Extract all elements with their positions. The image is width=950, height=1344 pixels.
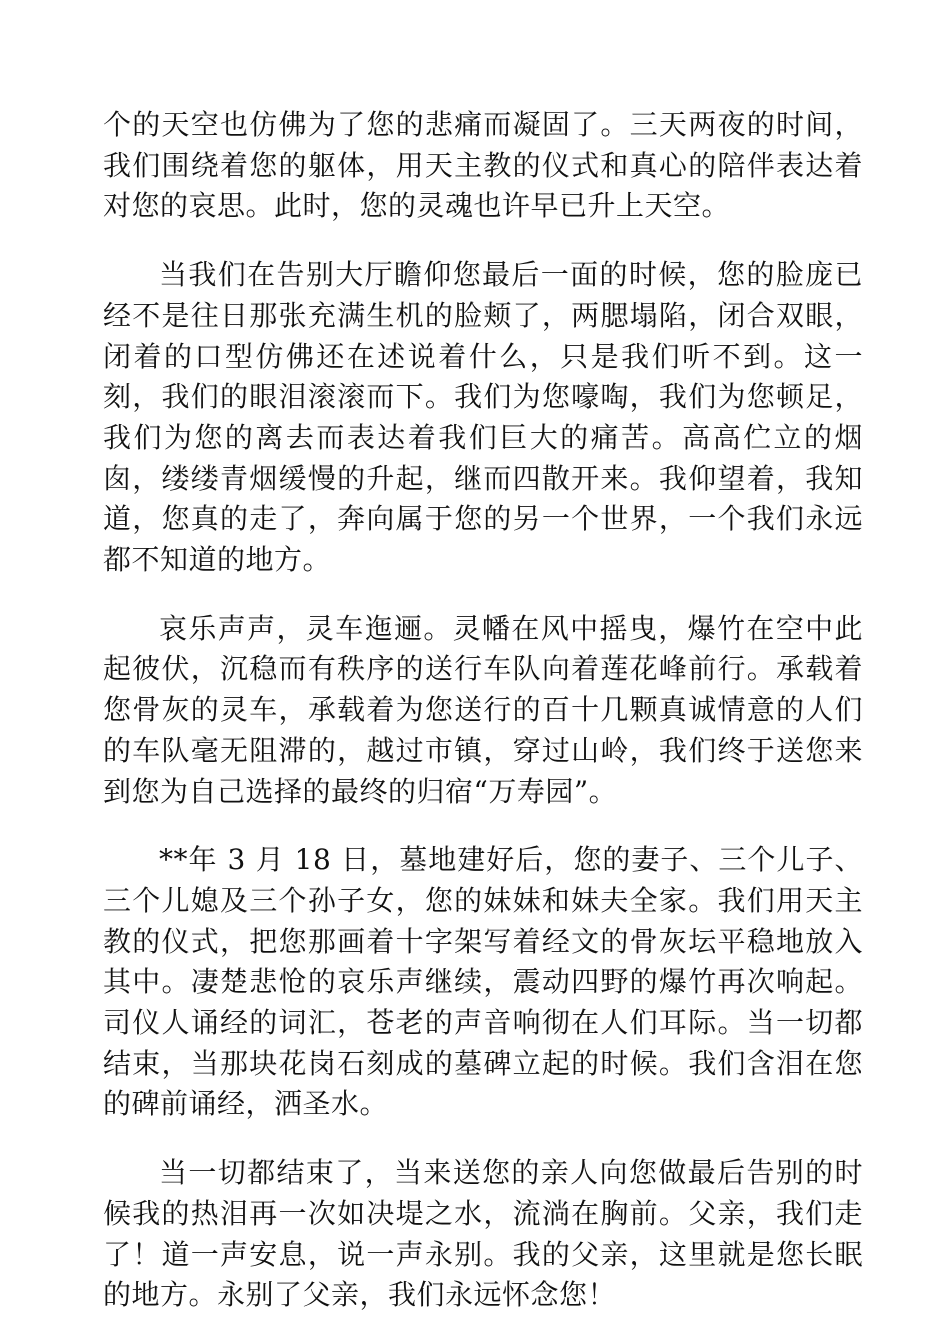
paragraph-2: 当我们在告别大厅瞻仰您最后一面的时候，您的脸庞已经不是往日那张充满生机的脸颊了，两腮塌陷，闭合双眼，闭着的口型仿佛还在述说着什么，只是我们听不到。这一刻，我们的眼泪滚滚而下。我们为您嚎啕，我们为您顿足，我们为您的离去而表达着我们巨大的痛苦。高高伫立的烟囱，缕缕青烟缓慢的升起，继而四散开来。我仰望着，我知道，您真的走了，奔向属于您的另一个世界，一个我们永远都不知道的地方。 (103, 258, 863, 577)
paragraph-3: 哀乐声声，灵车迤逦。灵幡在风中摇曳，爆竹在空中此起彼伏，沉稳而有秩序的送行车队向着莲花峰前行。承载着您骨灰的灵车，承载着为您送行的百十几颗真诚情意的人们的车队毫无阻滞的，越过市镇，穿过山岭，我们终于送您来到您为自己选择的最终的归宿“万寿园”。 (103, 611, 863, 808)
paragraph-5: 当一切都结束了，当来送您的亲人向您做最后告别的时候我的热泪再一次如决堤之水，流淌在胸前。父亲，我们走了！道一声安息，说一声永别。我的父亲，这里就是您长眠的地方。永别了父亲，我们永远怀念您！ (103, 1156, 863, 1312)
document-page (103, 105, 863, 1344)
paragraph-1: 个的天空也仿佛为了您的悲痛而凝固了。三天两夜的时间，我们围绕着您的躯体，用天主教的仪式和真心的陪伴表达着对您的哀思。此时，您的灵魂也许早已升上天空。 (103, 108, 863, 223)
paragraph-4: **年 3 月 18 日，墓地建好后，您的妻子、三个儿子、三个儿媳及三个孙子女，您的妹妹和妹夫全家。我们用天主教的仪式，把您那画着十字架写着经文的骨灰坛平稳地放入其中。凄楚悲怆的哀乐声继续，震动四野的爆竹再次响起。司仪人诵经的词汇，苍老的声音响彻在人们耳际。当一切都结束，当那块花岗石刻成的墓碑立起的时候。我们含泪在您的碑前诵经，洒圣水。 (103, 843, 863, 1121)
